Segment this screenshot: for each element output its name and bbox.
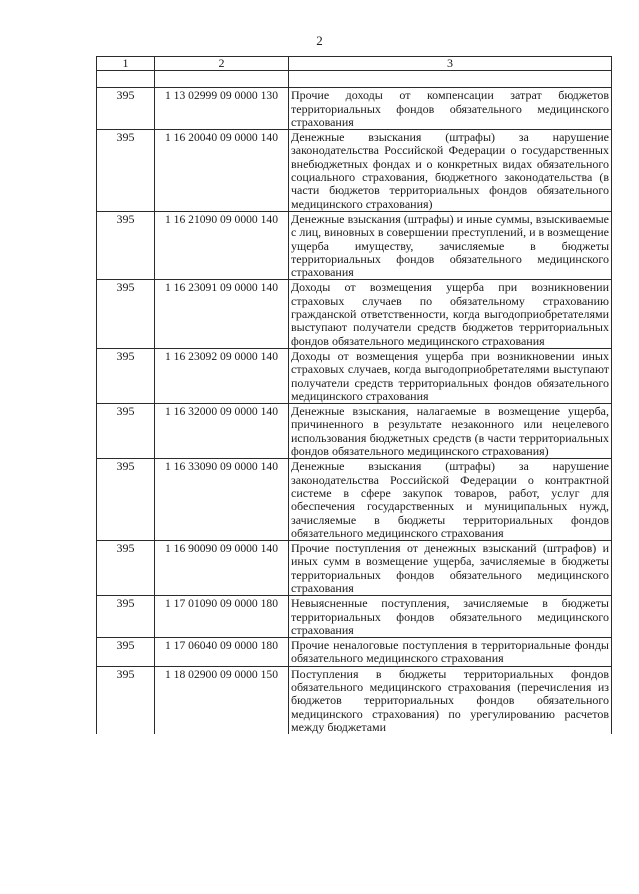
admin-code-cell: 395 <box>97 130 155 212</box>
description-cell: Денежные взыскания (штрафы) и иные суммы, взыскиваемые с лиц, виновных в совершении преступлений, и в возмещение ущерба имуществу, зачисляемые в бюджеты территориальных фондов обязательного медицинского страхования <box>289 211 612 279</box>
table-row <box>97 541 612 596</box>
admin-code-cell: 395 <box>97 596 155 638</box>
description-cell: Невыясненные поступления, зачисляемые в бюджеты территориальных фондов обязательного медицинского страхования <box>289 596 612 638</box>
table-header-row <box>97 57 612 71</box>
description-cell: Денежные взыскания (штрафы) за нарушение законодательства Российской Федерации о контрактной системе в сфере закупок товаров, работ, услуг для обеспечения государственных и муниципальных нужд, зачисляемые в бюджеты территориальных фондов обязательного медицинского страхования <box>289 459 612 541</box>
table-row <box>97 211 612 279</box>
admin-code-cell: 395 <box>97 459 155 541</box>
header-col-1: 1 <box>97 57 155 71</box>
description-cell: Прочие поступления от денежных взысканий (штрафов) и иных сумм в возмещение ущерба, зачисляемые в бюджеты территориальных фондов обязательного медицинского страхования <box>289 541 612 596</box>
description-cell: Денежные взыскания, налагаемые в возмещение ущерба, причиненного в результате незаконного или нецелевого использования бюджетных средств (в части территориальных фондов обязательного медицинского страхования) <box>289 404 612 459</box>
table-row <box>97 459 612 541</box>
budget-code-cell: 1 16 21090 09 0000 140 <box>155 211 289 279</box>
budget-code-cell: 1 16 32000 09 0000 140 <box>155 404 289 459</box>
table-row <box>97 596 612 638</box>
admin-code-cell: 395 <box>97 88 155 130</box>
description-cell: Поступления в бюджеты территориальных фондов обязательного медицинского страхования (перечисления из бюджетов территориальных фондов обязательного медицинского страхования) по урегулированию расчетов между бюджетами <box>289 666 612 734</box>
description-cell: Доходы от возмещения ущерба при возникновении страховых случаев по обязательному страхованию гражданской ответственности, когда выгодоприобретателями выступают получатели средств бюджетов территориальных фондов обязательного медицинского страхования <box>289 280 612 348</box>
header-col-2: 2 <box>155 57 289 71</box>
description-cell: Прочие доходы от компенсации затрат бюджетов территориальных фондов обязательного медицинского страхования <box>289 88 612 130</box>
admin-code-cell: 395 <box>97 638 155 667</box>
table-row <box>97 638 612 667</box>
description-cell: Прочие неналоговые поступления в территориальные фонды обязательного медицинского страхования <box>289 638 612 667</box>
budget-code-cell: 1 16 33090 09 0000 140 <box>155 459 289 541</box>
table-row <box>97 666 612 734</box>
budget-code-cell: 1 16 20040 09 0000 140 <box>155 130 289 212</box>
budget-code-cell: 1 16 90090 09 0000 140 <box>155 541 289 596</box>
page-number: 2 <box>316 33 323 48</box>
budget-code-cell: 1 13 02999 09 0000 130 <box>155 88 289 130</box>
table-body <box>97 57 612 735</box>
admin-code-cell: 395 <box>97 541 155 596</box>
budget-code-cell: 1 17 06040 09 0000 180 <box>155 638 289 667</box>
budget-code-cell: 1 18 02900 09 0000 150 <box>155 666 289 734</box>
table-row <box>97 348 612 403</box>
income-codes-table <box>96 56 612 734</box>
description-cell: Денежные взыскания (штрафы) за нарушение законодательства Российской Федерации о государственных внебюджетных фондах и о конкретных видах обязательного социального страхования, бюджетного законодательства (в части бюджетов территориальных фондов обязательного медицинского страхования) <box>289 130 612 212</box>
table-spacer-row <box>97 71 612 88</box>
header-col-3: 3 <box>289 57 612 71</box>
admin-code-cell: 395 <box>97 666 155 734</box>
budget-code-cell: 1 16 23091 09 0000 140 <box>155 280 289 348</box>
budget-code-cell: 1 16 23092 09 0000 140 <box>155 348 289 403</box>
admin-code-cell: 395 <box>97 211 155 279</box>
table-row <box>97 130 612 212</box>
table-row <box>97 280 612 348</box>
admin-code-cell: 395 <box>97 404 155 459</box>
description-cell: Доходы от возмещения ущерба при возникновении иных страховых случаев, когда выгодоприобретателями выступают получатели средств территориальных фондов обязательного медицинского страхования <box>289 348 612 403</box>
admin-code-cell: 395 <box>97 348 155 403</box>
budget-code-cell: 1 17 01090 09 0000 180 <box>155 596 289 638</box>
table-row <box>97 404 612 459</box>
admin-code-cell: 395 <box>97 280 155 348</box>
table-row <box>97 88 612 130</box>
